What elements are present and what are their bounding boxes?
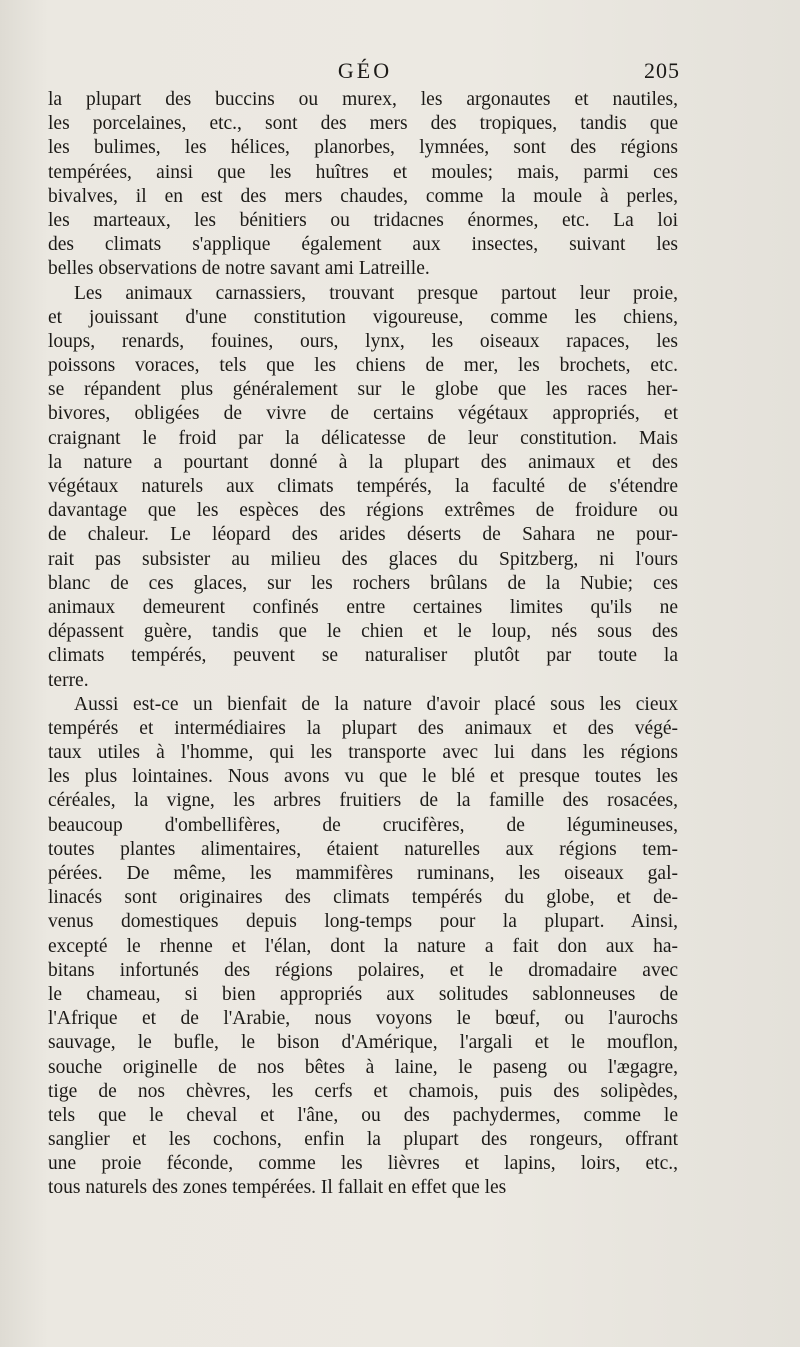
text-line: céréales, la vigne, les arbres fruitiers de la famille des rosacées,: [48, 790, 678, 812]
text-line: Aussi est-ce un bienfait de la nature d'avoir placé sous les cieux: [74, 693, 678, 715]
page-header: [50, 58, 680, 86]
text-line: tels que le cheval et l'âne, ou des pachydermes, comme le: [48, 1104, 678, 1126]
text-line: souche originelle de nos bêtes à laine, le paseng ou l'ægagre,: [48, 1056, 678, 1078]
text-line: sanglier et les cochons, enfin la plupart des rongeurs, offrant: [48, 1129, 678, 1151]
text-line: les plus lointaines. Nous avons vu que le blé et presque toutes les: [48, 766, 678, 788]
body-text: [48, 88, 678, 1201]
text-line: poissons voraces, tels que les chiens de mer, les brochets, etc.: [48, 355, 678, 377]
text-line: tempérés et intermédiaires la plupart des animaux et des végé-: [48, 717, 678, 739]
text-line: craignant le froid par la délicatesse de leur constitution. Mais: [48, 427, 678, 449]
text-line: Les animaux carnassiers, trouvant presque partout leur proie,: [74, 282, 678, 304]
text-line: pérées. De même, les mammifères ruminans, les oiseaux gal-: [48, 863, 678, 884]
paragraph: [48, 282, 678, 693]
text-line: les marteaux, les bénitiers ou tridacnes énormes, etc. La loi: [48, 209, 678, 231]
text-line: loups, renards, fouines, ours, lynx, les oiseaux rapaces, les: [48, 330, 678, 352]
page-number: 205: [644, 58, 680, 83]
paragraph: [48, 693, 678, 1201]
text-line: animaux demeurent confinés entre certaines limites qu'ils ne: [48, 596, 678, 618]
text-line: les porcelaines, etc., sont des mers des tropiques, tandis que: [48, 113, 678, 135]
text-line: climats tempérés, peuvent se naturaliser plutôt par toute la: [48, 645, 678, 667]
text-line: sauvage, le bufle, le bison d'Amérique, l'argali et le mouflon,: [48, 1032, 678, 1054]
text-line: tous naturels des zones tempérées. Il fallait en effet que les: [48, 1177, 507, 1199]
text-line: bivores, obligées de vivre de certains végétaux appropriés, et: [48, 403, 678, 425]
text-line: rait pas subsister au milieu des glaces du Spitzberg, ni l'ours: [48, 548, 678, 570]
text-line: taux utiles à l'homme, qui les transporte avec lui dans les régions: [48, 742, 678, 764]
text-line: l'Afrique et de l'Arabie, nous voyons le bœuf, ou l'aurochs: [48, 1008, 678, 1030]
text-line: se répandent plus généralement sur le globe que les races her-: [48, 379, 678, 401]
text-line: et jouissant d'une constitution vigoureuse, comme les chiens,: [48, 306, 678, 328]
text-line: belles observations de notre savant ami Latreille.: [48, 258, 430, 280]
text-line: le chameau, si bien appropriés aux solitudes sablonneuses de: [48, 983, 678, 1005]
text-line: la nature a pourtant donné à la plupart des animaux et des: [48, 451, 678, 473]
paragraph: [48, 88, 678, 282]
text-line: les bulimes, les hélices, planorbes, lymnées, sont des régions: [48, 137, 678, 159]
text-line: davantage que les espèces des régions extrêmes de froidure ou: [48, 500, 678, 522]
text-line: bivalves, il en est des mers chaudes, comme la moule à perles,: [48, 185, 678, 207]
text-line: une proie féconde, comme les lièvres et lapins, loirs, etc.,: [48, 1153, 678, 1175]
running-head: GÉO: [337, 58, 393, 83]
text-line: blanc de ces glaces, sur les rochers brûlans de la Nubie; ces: [48, 572, 678, 594]
text-line: excepté le rhenne et l'élan, dont la nature a fait don aux ha-: [48, 935, 678, 957]
text-line: venus domestiques depuis long-temps pour la plupart. Ainsi,: [48, 911, 678, 933]
text-line: terre.: [48, 669, 89, 691]
text-line: toutes plantes alimentaires, étaient naturelles aux régions tem-: [48, 838, 678, 860]
text-line: linacés sont originaires des climats tempérés du globe, et de-: [48, 887, 678, 909]
text-line: beaucoup d'ombellifères, de crucifères, de légumineuses,: [48, 814, 678, 836]
text-line: tempérées, ainsi que les huîtres et moules; mais, parmi ces: [48, 161, 678, 183]
text-line: végétaux naturels aux climats tempérés, la faculté de s'étendre: [48, 476, 678, 497]
text-line: tige de nos chèvres, les cerfs et chamois, puis des solipèdes,: [48, 1080, 678, 1102]
text-line: des climats s'applique également aux insectes, suivant les: [48, 234, 678, 256]
text-line: la plupart des buccins ou murex, les argonautes et nautiles,: [48, 89, 678, 110]
text-line: bitans infortunés des régions polaires, et le dromadaire avec: [48, 959, 678, 981]
text-line: dépassent guère, tandis que le chien et le loup, nés sous des: [48, 621, 678, 643]
text-line: de chaleur. Le léopard des arides déserts de Sahara ne pour-: [48, 524, 678, 546]
